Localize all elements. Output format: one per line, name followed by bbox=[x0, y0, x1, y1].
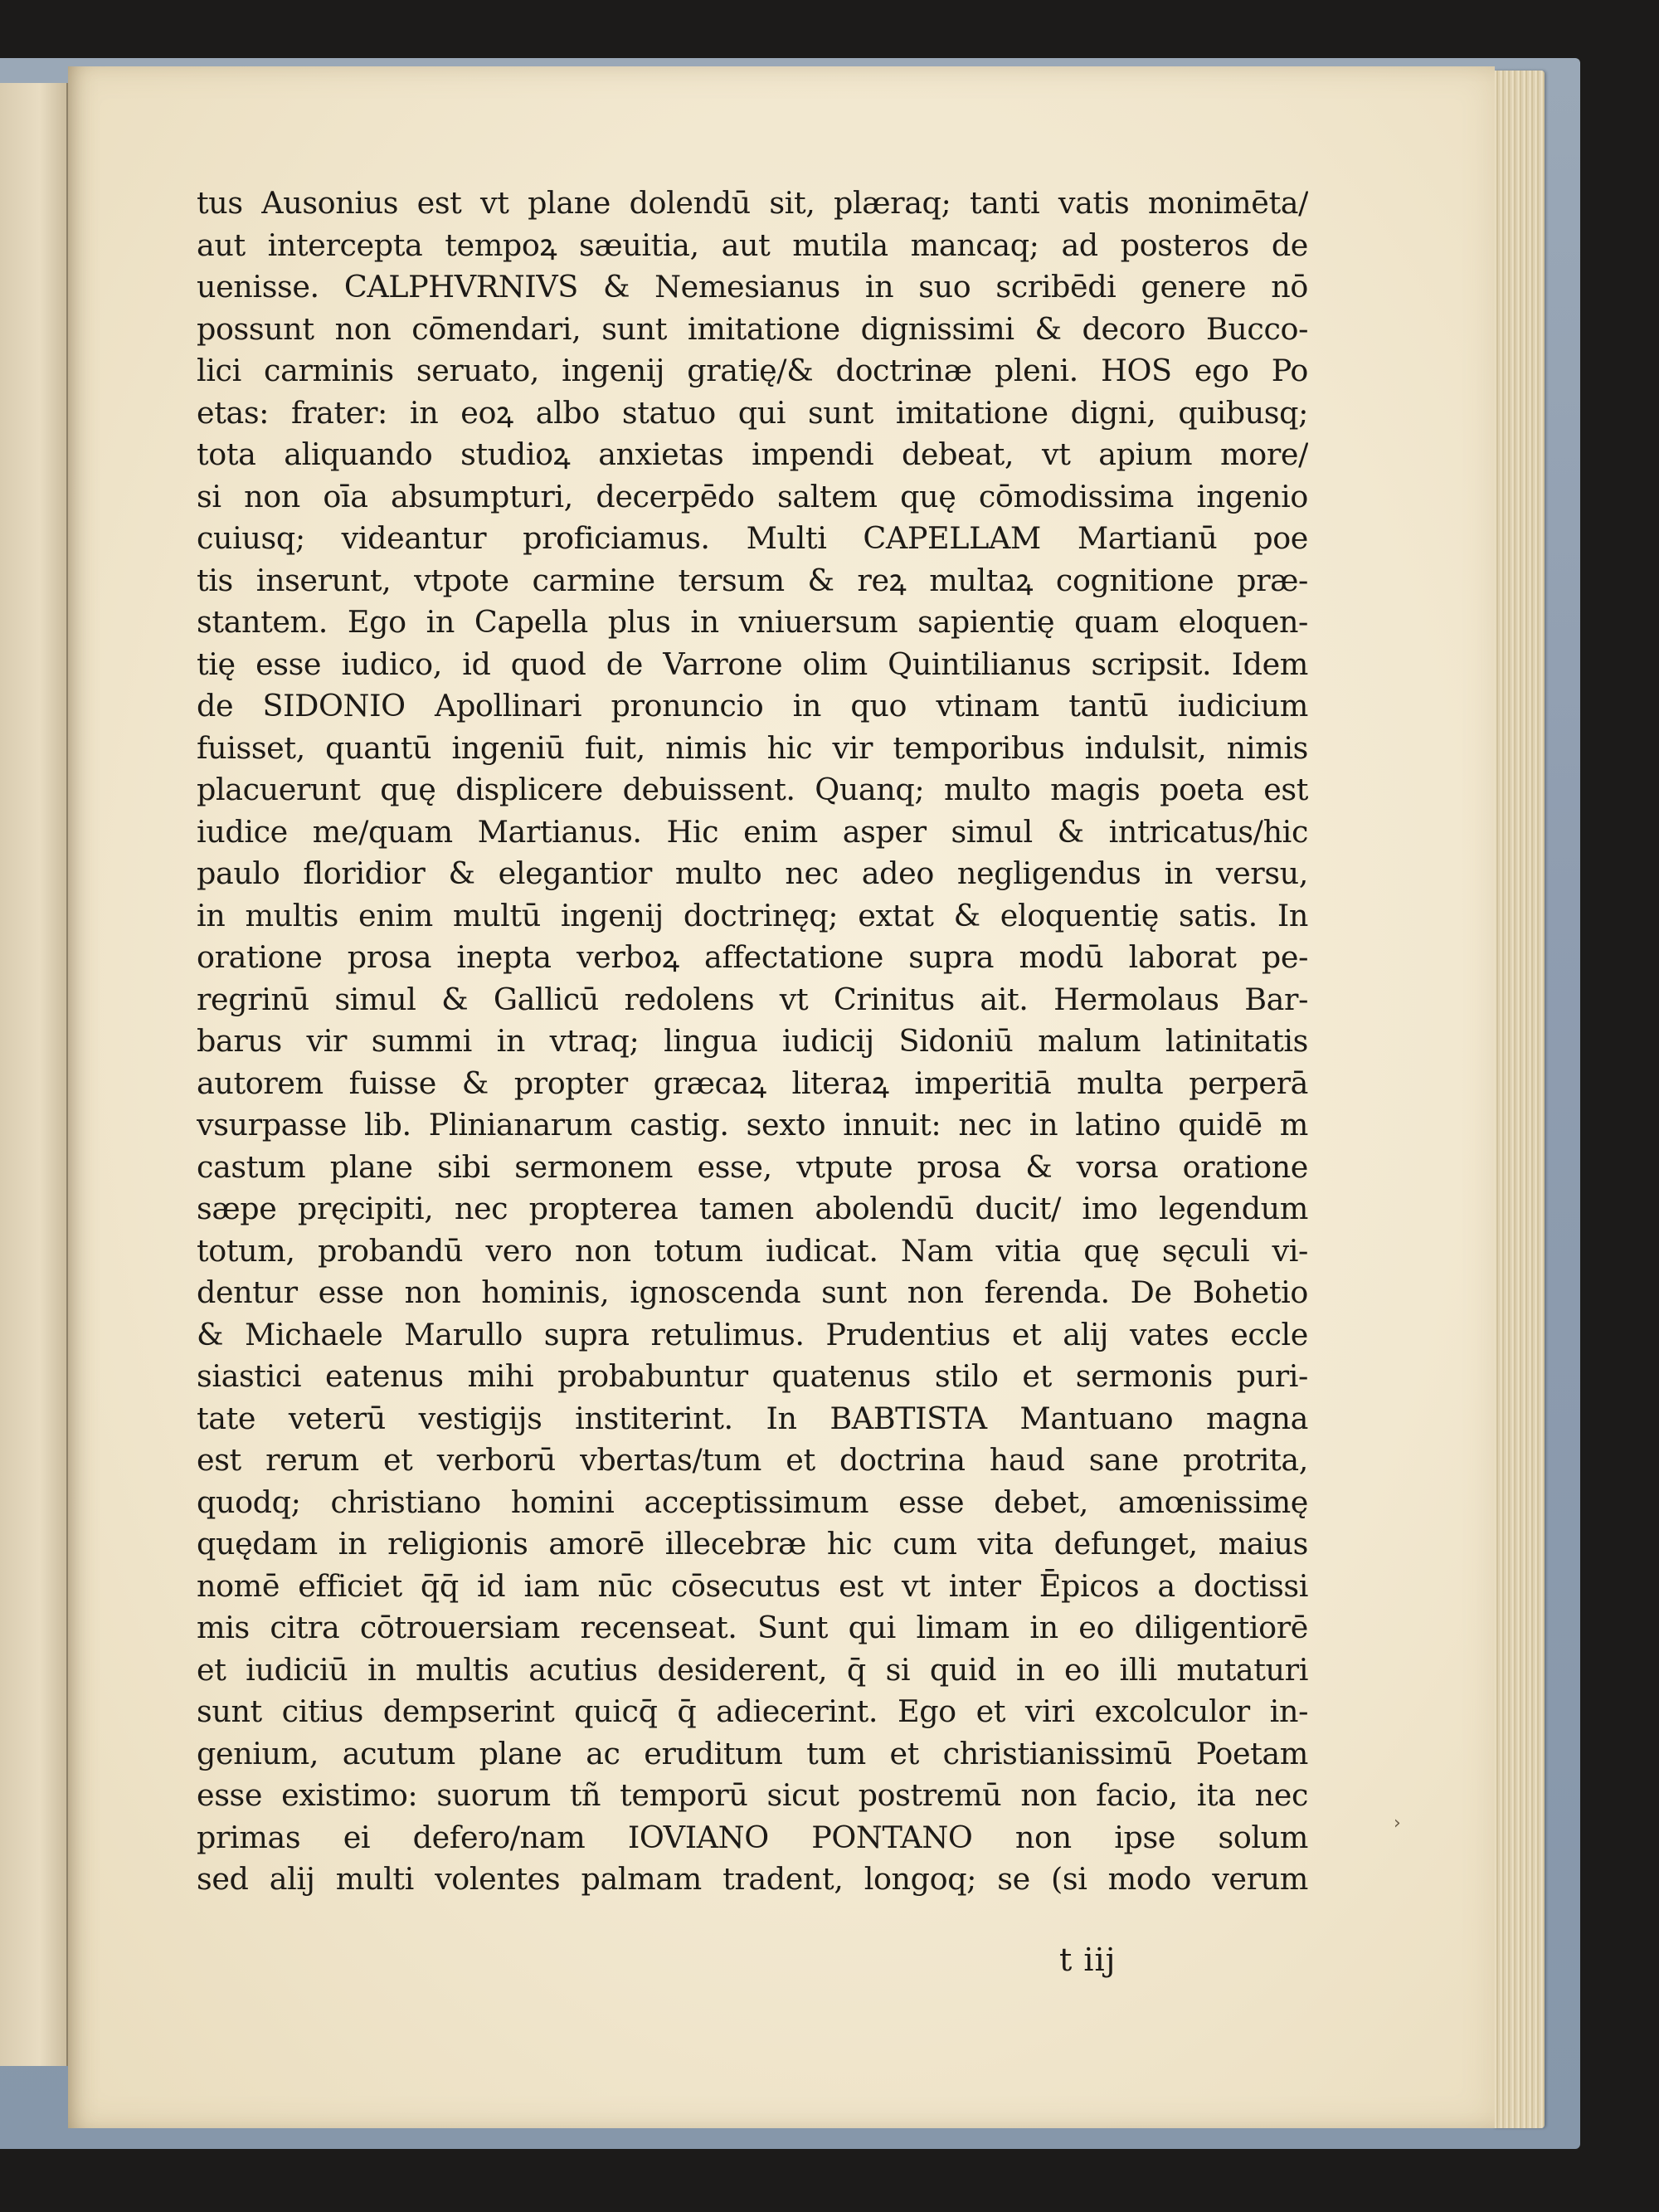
text-line: primas ei defero/nam IOVIANO PONTANO non ipse solum bbox=[197, 1819, 1308, 1855]
text-line: sæpe pręcipiti, nec propterea tamen abolendū ducit/ imo legendum bbox=[197, 1191, 1308, 1226]
text-line: quędam in religionis amorē illecebræ hic cum vita defunget, maius bbox=[197, 1526, 1308, 1562]
text-line: de SIDONIO Apollinari pronuncio in quo vtinam tantū iudicium bbox=[197, 688, 1308, 724]
text-line: castum plane sibi sermonem esse, vtpute prosa & vorsa oratione bbox=[197, 1148, 1308, 1185]
text-line: tię esse iudico, id quod de Varrone olim Quintilianus scripsit. Idem bbox=[197, 646, 1308, 682]
text-line: esse existimo: suorum tñ temporū sicut postremū non facio, ita nec bbox=[197, 1777, 1308, 1813]
margin-tick: › bbox=[1394, 1813, 1401, 1834]
text-line: est rerum et verborū vbertas/tum et doctrina haud sane protrita, bbox=[197, 1442, 1308, 1478]
signature-mark: t iij bbox=[1059, 1942, 1117, 1978]
text-line: autorem fuisse & propter græcaꝝ literaꝝ imperitiā multa perperā bbox=[197, 1065, 1308, 1101]
text-line: tota aliquando studioꝝ anxietas impendi debeat, vt apium more/ bbox=[197, 436, 1308, 472]
text-line: oratione prosa inepta verboꝝ affectatione supra modū laborat pe- bbox=[197, 939, 1308, 975]
text-line: in multis enim multū ingenij doctrinęq; extat & eloquentię satis. In bbox=[197, 897, 1308, 933]
text-line: paulo floridior & elegantior multo nec adeo negligendus in versu, bbox=[197, 855, 1308, 891]
text-line: regrinū simul & Gallicū redolens vt Crinitus ait. Hermolaus Bar- bbox=[197, 981, 1308, 1017]
text-line: tate veterū vestigijs institerint. In BABTISTA Mantuano magna bbox=[197, 1400, 1308, 1436]
text-line: tus Ausonius est vt plane dolendū sit, plæraq; tanti vatis monimēta/ bbox=[197, 185, 1308, 221]
text-line: iudice me/quam Martianus. Hic enim asper simul & intricatus/hic bbox=[197, 813, 1308, 850]
text-line: nomē efficiet q̄q̄ id iam nūc cōsecutus est vt inter Ēpicos a doctissi bbox=[197, 1567, 1308, 1604]
text-line: mis citra cōtrouersiam recenseat. Sunt qui limam in eo diligentiorē bbox=[197, 1610, 1308, 1645]
text-line: etas: frater: in eoꝝ albo statuo qui sunt imitatione digni, quibusq; bbox=[197, 394, 1308, 431]
text-line: cuiusq; videantur proficiamus. Multi CAPELLAM Martianū poe bbox=[197, 520, 1308, 556]
text-line: uenisse. CALPHVRNIVS & Nemesianus in suo scribēdi genere nō bbox=[197, 269, 1308, 305]
text-line: fuisset, quantū ingeniū fuit, nimis hic vir temporibus indulsit, nimis bbox=[197, 729, 1308, 766]
text-line: sed alij multi volentes palmam tradent, longoq; se (si modo verum bbox=[197, 1861, 1308, 1897]
text-line: lici carminis seruato, ingenij gratię/& doctrinæ pleni. HOS ego Po bbox=[197, 353, 1308, 388]
text-line: tis inserunt, vtpote carmine tersum & reꝝ multaꝝ cognitione præ- bbox=[197, 562, 1308, 598]
page-edges bbox=[1493, 71, 1545, 2128]
text-line: genium, acutum plane ac eruditum tum et christianissimū Poetam bbox=[197, 1735, 1308, 1771]
text-line: aut intercepta tempoꝝ sæuitia, aut mutila mancaq; ad posteros de bbox=[197, 227, 1308, 263]
right-page bbox=[68, 66, 1495, 2128]
text-line: si non oīa absumpturi, decerpēdo saltem quę cōmodissima ingenio bbox=[197, 478, 1308, 514]
text-line: sunt citius dempserint quicq̄ q̄ adiecerint. Ego et viri excolculor in- bbox=[197, 1693, 1308, 1729]
text-line: placuerunt quę displicere debuissent. Quanq; multo magis poeta est bbox=[197, 772, 1308, 807]
body-text bbox=[197, 183, 1308, 1901]
text-line: vsurpasse lib. Plinianarum castig. sexto innuit: nec in latino quidē m bbox=[197, 1107, 1308, 1143]
text-line: stantem. Ego in Capella plus in vniuersum sapientię quam eloquen- bbox=[197, 604, 1308, 640]
text-line: & Michaele Marullo supra retulimus. Prudentius et alij vates eccle bbox=[197, 1316, 1308, 1352]
text-line: siastici eatenus mihi probabuntur quatenus stilo et sermonis puri- bbox=[197, 1358, 1308, 1394]
text-line: et iudiciū in multis acutius desiderent, q̄ si quid in eo illi mutaturi bbox=[197, 1651, 1308, 1688]
left-facing-page bbox=[0, 83, 68, 2066]
text-line: barus vir summi in vtraq; lingua iudicij Sidoniū malum latinitatis bbox=[197, 1023, 1308, 1059]
text-line: dentur esse non hominis, ignoscenda sunt non ferenda. De Bohetio bbox=[197, 1274, 1308, 1310]
text-line: totum, probandū vero non totum iudicat. Nam vitia quę sęculi vi- bbox=[197, 1232, 1308, 1269]
text-line: possunt non cōmendari, sunt imitatione dignissimi & decoro Bucco- bbox=[197, 310, 1308, 347]
text-line: quodq; christiano homini acceptissimum esse debet, amœnissimę bbox=[197, 1484, 1308, 1520]
